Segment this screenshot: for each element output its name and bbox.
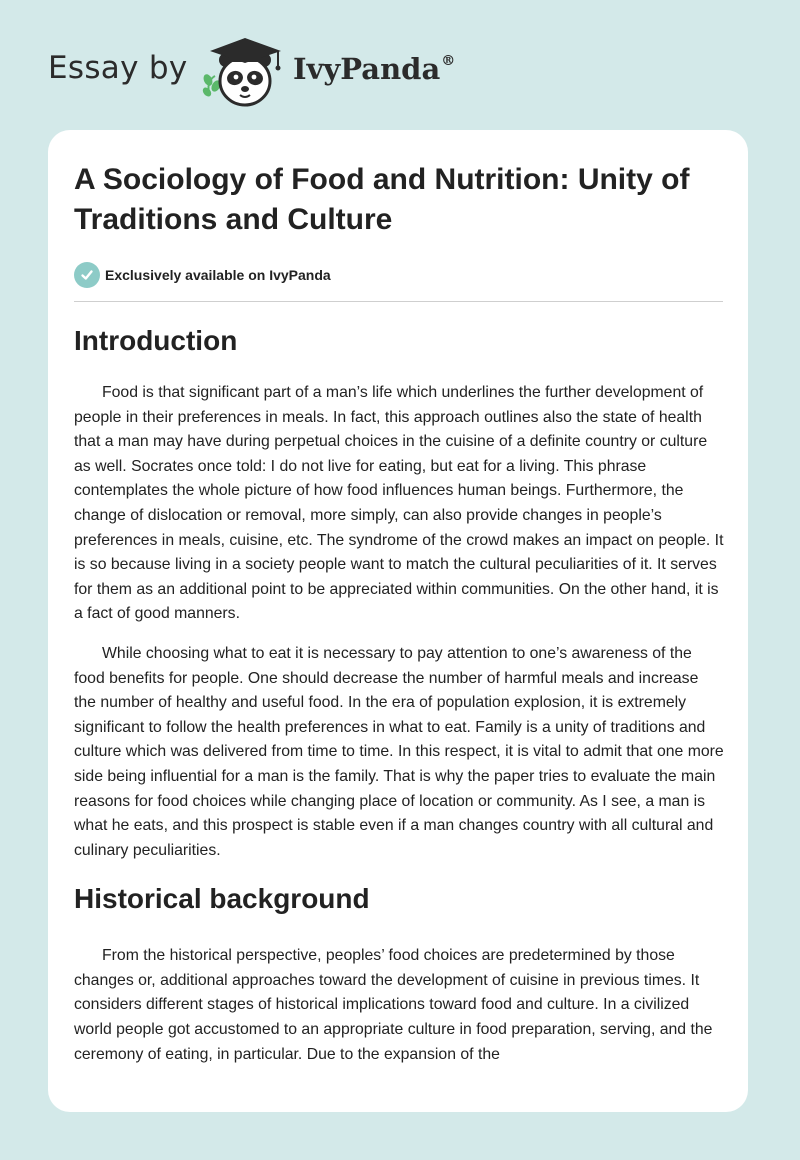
paragraph: From the historical perspective, peoples’ food choices are predetermined by those changes or, additional approaches toward the development of cuisine in previous times. It considers different stages of historical implications toward food and culture. In a civilized world people got accustomed to an appropriate culture in food preparation, serving, and the ceremony of eating, in particular. Due to the expansion of the [74, 947, 713, 1063]
exclusive-label: Exclusively available on IvyPanda [105, 267, 331, 283]
paragraph: While choosing what to eat it is necessary to pay attention to one’s awareness of the food benefits for people. One should decrease the number of harmful meals and increase the number of healthy and useful food. In the era of population explosion, it is extremely significant to follow the health preferences in what to eat. Family is a unity of traditions and culture which was delivered from time to time. In this respect, it is vital to admit that one more side being influential for a man is the family. That is why the paper tries to evaluate the main reasons for food choices while changing place of location or community. As I see, a man is what he eats, and this prospect is stable even if a man changes country with all cultural and culinary peculiarities. [74, 644, 724, 859]
divider [74, 301, 723, 302]
section-heading-historical-background: Historical background [74, 883, 370, 915]
page-title: A Sociology of Food and Nutrition: Unity of Traditions and Culture [74, 163, 690, 236]
essay-card [48, 130, 748, 1112]
brand-name: IvyPanda [293, 52, 441, 86]
essay-content [74, 160, 724, 1067]
panda-graduate-icon[interactable] [202, 36, 290, 108]
essay-by-label: Essay by [48, 50, 188, 86]
exclusive-badge [74, 261, 724, 289]
section-heading-introduction: Introduction [74, 325, 238, 356]
registered-mark: ® [441, 53, 456, 69]
ivypanda-logo-text[interactable] [293, 52, 455, 86]
site-header [0, 0, 800, 130]
check-badge-icon [74, 262, 100, 288]
paragraph: Food is that significant part of a man’s life which underlines the further development of people in their preferences in meals. In fact, this approach outlines also the state of health that a man may have during perpetual choices in the cuisine of a definite country or culture as well. Socrates once told: I do not live for eating, but eat for a living. This phrase contemplates the whole picture of how food influences human beings. Furthermore, the change of dislocation or removal, more simply, can also provide changes in people’s preferences in meals, cuisine, etc. The syndrome of the crowd makes an impact on people. It is so because living in a society people want to match the cultural peculiarities of it. It serves for them as an additional point to be appreciated within communities. On the other hand, it is a fact of good manners. [74, 384, 724, 623]
